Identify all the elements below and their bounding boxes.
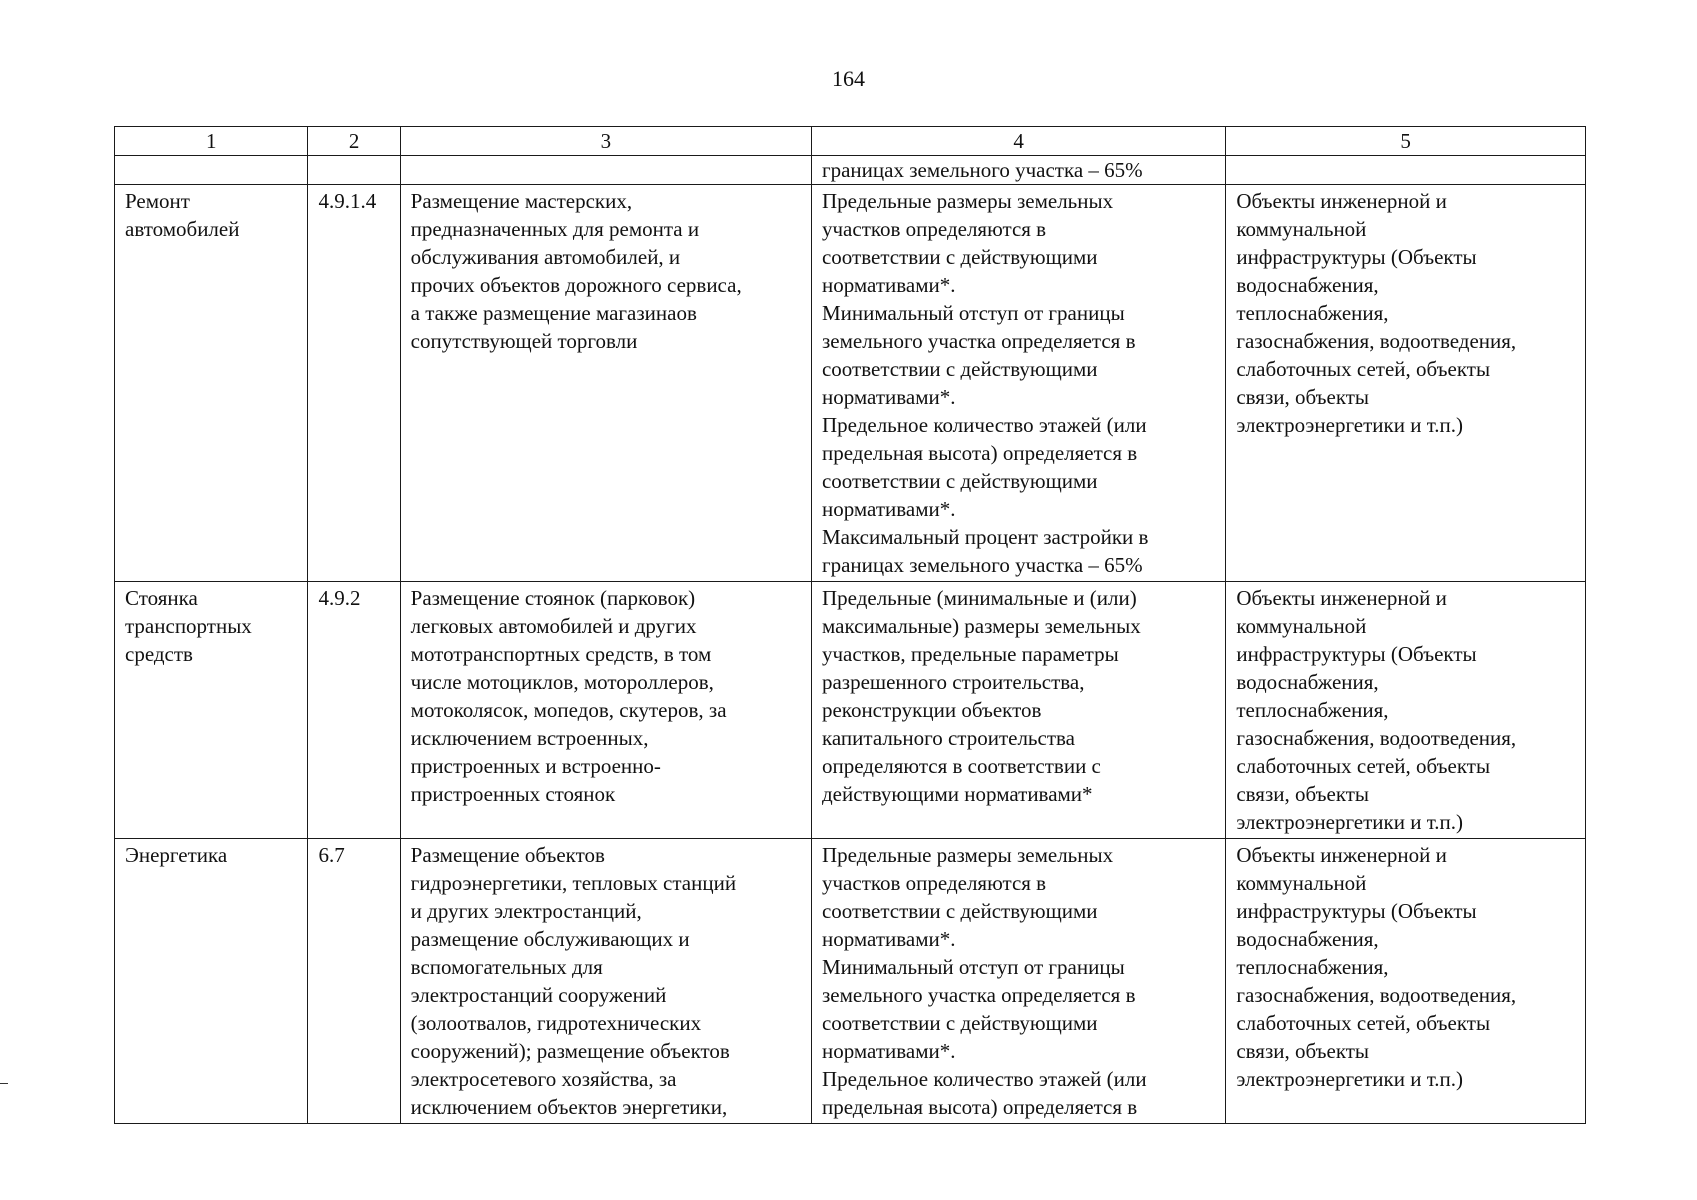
header-cell-2: 2: [308, 127, 400, 156]
land-use-table: [114, 126, 1586, 1124]
cell-line: коммунальной: [1236, 614, 1367, 638]
cell-line: Предельное количество этажей (или: [821, 1067, 1147, 1091]
cell-line: участков определяются в: [821, 217, 1047, 241]
page-number: 164: [832, 66, 865, 91]
auxiliary-objects-cell: [1226, 185, 1586, 582]
cell-line: соответствии с действующими: [821, 469, 1098, 493]
cell-line: связи, объекты: [1236, 782, 1370, 806]
cell-line: слаботочных сетей, объекты: [1236, 1011, 1491, 1035]
use-description-cell: [400, 185, 811, 582]
cell-line: электроэнергетики и т.п.): [1236, 1067, 1464, 1091]
cell-line: слаботочных сетей, объекты: [1236, 357, 1491, 381]
header-cell-3: 3: [400, 127, 811, 156]
cell-line: предназначенных для ремонта и: [410, 217, 700, 241]
use-description-cell: [400, 839, 811, 1124]
cell-line: Ремонт: [125, 189, 190, 213]
use-parameters-cell: [811, 839, 1225, 1124]
cell-line: Размещение стоянок (парковок): [410, 586, 696, 610]
cell-line: нормативами*.: [821, 497, 956, 521]
cell-line: транспортных: [125, 614, 252, 638]
cell-line: связи, объекты: [1236, 385, 1370, 409]
cell-line: соответствии с действующими: [821, 245, 1098, 269]
cell-line: предельная высота) определяется в: [821, 441, 1138, 465]
continuation-cell-4: [811, 156, 1225, 185]
cell-line: водоснабжения,: [1236, 670, 1379, 694]
cell-line: и других электростанций,: [410, 899, 642, 923]
cell-line: земельного участка определяется в: [821, 329, 1136, 353]
use-name-cell: [115, 582, 308, 839]
cell-line: Предельные (минимальные и (или): [821, 586, 1137, 610]
continuation-cell-5: [1226, 156, 1586, 185]
cell-line: исключением встроенных,: [410, 726, 649, 750]
cell-line: соответствии с действующими: [821, 357, 1098, 381]
cell-line: участков, предельные параметры: [821, 642, 1119, 666]
cell-line: исключением объектов энергетики,: [410, 1095, 728, 1119]
use-name-cell: [115, 839, 308, 1124]
header-cell-1: 1: [115, 127, 308, 156]
cell-line: мототранспортных средств, в том: [410, 642, 712, 666]
cell-line: максимальные) размеры земельных: [821, 614, 1141, 638]
cell-line: обслуживания автомобилей, и: [410, 245, 681, 269]
cell-line: 4.9.2: [318, 586, 361, 610]
use-code-cell: [308, 839, 400, 1124]
cell-line: средств: [125, 642, 193, 666]
continuation-cell-2: [308, 156, 400, 185]
cell-line: Объекты инженерной и: [1236, 843, 1447, 867]
cell-line: Размещение объектов: [410, 843, 605, 867]
cell-line: определяются в соответствии с: [821, 754, 1101, 778]
cell-line: нормативами*.: [821, 927, 956, 951]
cell-line: пристроенных стоянок: [410, 782, 616, 806]
cell-line: (золоотвалов, гидротехнических: [410, 1011, 702, 1035]
cell-line: электроэнергетики и т.п.): [1236, 810, 1464, 834]
cell-line: нормативами*.: [821, 1039, 956, 1063]
cell-line: участков определяются в: [821, 871, 1047, 895]
cell-line: капитального строительства: [821, 726, 1075, 750]
cell-line: Предельные размеры земельных: [821, 189, 1114, 213]
cell-line: 6.7: [318, 843, 345, 867]
continuation-row: [115, 156, 1586, 185]
cell-line: газоснабжения, водоотведения,: [1236, 726, 1517, 750]
header-cell-4: 4: [811, 127, 1225, 156]
cell-line: инфраструктуры (Объекты: [1236, 899, 1477, 923]
auxiliary-objects-cell: [1226, 839, 1586, 1124]
cell-line: соответствии с действующими: [821, 1011, 1098, 1035]
cell-line: прочих объектов дорожного сервиса,: [410, 273, 742, 297]
cell-line: теплоснабжения,: [1236, 698, 1389, 722]
use-parameters-cell: [811, 582, 1225, 839]
table-row: [115, 839, 1586, 1124]
cell-line: Максимальный процент застройки в: [821, 525, 1149, 549]
cell-line: Предельные размеры земельных: [821, 843, 1114, 867]
cell-line: сопутствующей торговли: [410, 329, 638, 353]
cell-line: Предельное количество этажей (или: [821, 413, 1147, 437]
cell-line: инфраструктуры (Объекты: [1236, 245, 1477, 269]
cell-line: водоснабжения,: [1236, 273, 1379, 297]
cell-line: Объекты инженерной и: [1236, 586, 1447, 610]
table-row: [115, 185, 1586, 582]
header-cell-5: 5: [1226, 127, 1586, 156]
cell-line: связи, объекты: [1236, 1039, 1370, 1063]
auxiliary-objects-cell: [1226, 582, 1586, 839]
cell-line: предельная высота) определяется в: [821, 1095, 1138, 1119]
cell-line: электростанций сооружений: [410, 983, 667, 1007]
cell-line: нормативами*.: [821, 385, 956, 409]
cell-line: вспомогательных для: [410, 955, 603, 979]
cell-line: теплоснабжения,: [1236, 301, 1389, 325]
cell-line: Объекты инженерной и: [1236, 189, 1447, 213]
use-description-cell: [400, 582, 811, 839]
cell-line: а также размещение магазинаов: [410, 301, 697, 325]
continuation-cell-1: [115, 156, 308, 185]
continuation-cell-3: [400, 156, 811, 185]
cell-line: границах земельного участка – 65%: [821, 158, 1143, 182]
cell-line: электросетевого хозяйства, за: [410, 1067, 677, 1091]
cell-line: размещение обслуживающих и: [410, 927, 690, 951]
cell-line: действующими нормативами*: [821, 782, 1093, 806]
cell-line: числе мотоциклов, мотороллеров,: [410, 670, 714, 694]
cell-line: электроэнергетики и т.п.): [1236, 413, 1464, 437]
table-row: [115, 582, 1586, 839]
cell-line: 4.9.1.4: [318, 189, 377, 213]
use-name-cell: [115, 185, 308, 582]
cell-line: коммунальной: [1236, 871, 1367, 895]
cell-line: теплоснабжения,: [1236, 955, 1389, 979]
cell-line: Минимальный отступ от границы: [821, 301, 1125, 325]
margin-mark: [0, 1083, 8, 1084]
cell-line: соответствии с действующими: [821, 899, 1098, 923]
cell-line: сооружений); размещение объектов: [410, 1039, 730, 1063]
cell-line: гидроэнергетики, тепловых станций: [410, 871, 737, 895]
cell-line: границах земельного участка – 65%: [821, 553, 1143, 577]
cell-line: нормативами*.: [821, 273, 956, 297]
cell-line: Стоянка: [125, 586, 198, 610]
cell-line: мотоколясок, мопедов, скутеров, за: [410, 698, 727, 722]
use-code-cell: [308, 185, 400, 582]
cell-line: пристроенных и встроенно-: [410, 754, 661, 778]
cell-line: автомобилей: [125, 217, 240, 241]
cell-line: водоснабжения,: [1236, 927, 1379, 951]
use-code-cell: [308, 582, 400, 839]
use-parameters-cell: [811, 185, 1225, 582]
cell-line: Энергетика: [125, 843, 228, 867]
cell-line: инфраструктуры (Объекты: [1236, 642, 1477, 666]
cell-line: реконструкции объектов: [821, 698, 1042, 722]
cell-line: Минимальный отступ от границы: [821, 955, 1125, 979]
cell-line: земельного участка определяется в: [821, 983, 1136, 1007]
cell-line: газоснабжения, водоотведения,: [1236, 329, 1517, 353]
cell-line: Размещение мастерских,: [410, 189, 633, 213]
header-row: [115, 127, 1586, 156]
cell-line: газоснабжения, водоотведения,: [1236, 983, 1517, 1007]
cell-line: слаботочных сетей, объекты: [1236, 754, 1491, 778]
cell-line: легковых автомобилей и других: [410, 614, 697, 638]
cell-line: разрешенного строительства,: [821, 670, 1085, 694]
cell-line: коммунальной: [1236, 217, 1367, 241]
